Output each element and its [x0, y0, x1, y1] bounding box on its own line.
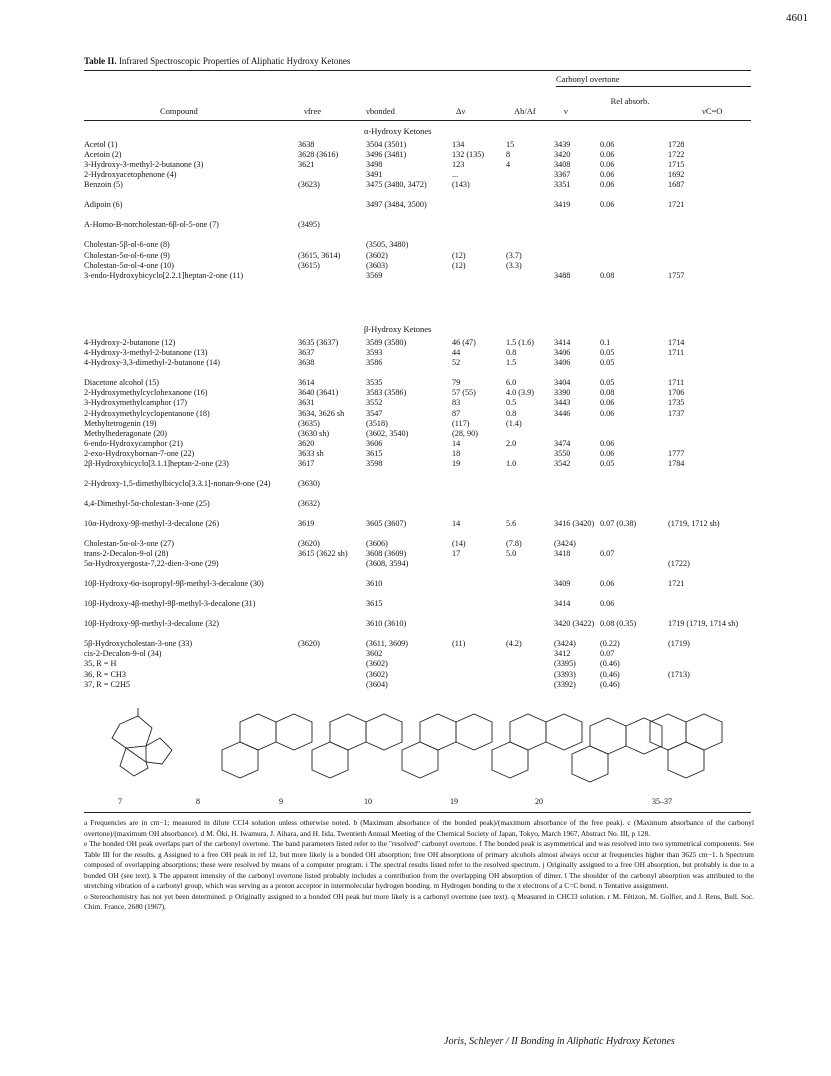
cell-free: 3634, 3626 sh [298, 408, 345, 418]
cell-free: 3631 [298, 398, 315, 408]
cell-nu: 3390 [554, 388, 571, 398]
cell-co: (1722) [668, 559, 690, 569]
cell-rel: 0.07 [600, 649, 615, 659]
structure-label-35-37: 35–37 [652, 797, 672, 806]
cell-bonded: (3603) [366, 260, 388, 270]
cell-bonded: 3504 (3501) [366, 140, 407, 149]
cell-free: 3640 (3641) [298, 388, 339, 398]
cell-rel: 0.06 [600, 170, 615, 180]
cell-rel: 0.06 [600, 150, 615, 160]
cell-nu: (3392) [554, 679, 576, 689]
cell-rel: (0.22) [600, 639, 620, 649]
table-title [84, 56, 350, 66]
cell-bonded: 3602 [366, 649, 383, 659]
cell-rel: (0.46) [600, 669, 620, 679]
cell-co: 1737 [668, 408, 685, 418]
cell-bonded: 3547 [366, 408, 383, 418]
cell-bonded: 3569 [366, 270, 383, 280]
cell-dnu: (117) [452, 418, 470, 428]
cell-nu: 3404 [554, 378, 571, 388]
section-beta: β-Hydroxy Ketones [364, 324, 432, 334]
cell-compound: Acetol (1) [84, 140, 118, 149]
cell-nu: 3351 [554, 180, 571, 190]
cell-compound: 3-Hydroxymethylcamphor (17) [84, 398, 187, 408]
footnote-o-r: o Stereochemistry has not yet been determined. p Originally assigned to a bonded OH peak but more likely is a carbonyl overtone (see text). q Measured in CHCl3 solution. r M. Fétizon, M. Golfier, and J. Rens, Bull. Soc. Chim. France, 2680 (1967). [84, 891, 754, 911]
cell-co: 1721 [668, 200, 685, 210]
cell-compound: 37, R = C2H5 [84, 679, 131, 689]
cell-bonded: 3615 [366, 599, 383, 609]
cell-bonded: (3518) [366, 418, 388, 428]
cell-compound: Cholestan-5α-ol-6-one (9) [84, 250, 170, 260]
cell-nu: 3418 [554, 549, 571, 559]
cell-co: 1711 [668, 378, 685, 388]
cell-free: 3619 [298, 519, 315, 528]
table-label: Table II. [84, 56, 117, 66]
cell-bonded: (3608, 3594) [366, 559, 409, 569]
cell-free: (3623) [298, 180, 320, 190]
cell-compound: Methyltetrogenin (19) [84, 418, 157, 428]
header-compound: Compound [160, 106, 198, 116]
cell-co: 1728 [668, 140, 685, 149]
cell-co: 1721 [668, 579, 685, 589]
cell-free: 3637 [298, 348, 315, 358]
cell-compound: 3-endo-Hydroxybicyclo[2.2.1]heptan-2-one (11) [84, 270, 244, 280]
cell-bonded: 3497 (3484, 3500) [366, 200, 427, 210]
cell-dnu: 14 [452, 438, 461, 448]
section-alpha: α-Hydroxy Ketones [364, 126, 432, 136]
cell-dnu: 17 [452, 549, 461, 559]
cell-compound: 4,4-Dimethyl-5α-cholestan-3-one (25) [84, 499, 210, 508]
page-number: 4601 [786, 12, 808, 24]
cell-co: 1687 [668, 180, 685, 190]
cell-compound: 4-Hydroxy-3,3-dimethyl-2-butanone (14) [84, 358, 220, 368]
cell-free: (3630) [298, 479, 320, 488]
cell-compound: 10α-Hydroxy-9β-methyl-3-decalone (26) [84, 519, 220, 528]
cell-compound: 4-Hydroxy-2-butanone (12) [84, 338, 176, 347]
cell-compound: 10β-Hydroxy-4β-methyl-9β-methyl-3-decalone (31) [84, 599, 256, 609]
cell-rel: 0.06 [600, 408, 615, 418]
cell-rel: 0.05 [600, 378, 615, 388]
structure-label-19: 19 [450, 797, 458, 806]
cell-ab: 0.5 [506, 398, 517, 408]
cell-nu: (3393) [554, 669, 576, 679]
cell-bonded: 3552 [366, 398, 383, 408]
cell-nu: 3420 (3422) [554, 619, 595, 629]
overtone-rule [556, 86, 751, 87]
cell-dnu: 123 [452, 160, 465, 170]
cell-compound: Benzoin (5) [84, 180, 123, 190]
cell-bonded: (3602, 3540) [366, 428, 409, 438]
cell-compound: A-Homo-B-norcholestan-6β-ol-5-one (7) [84, 220, 219, 230]
structure-9 [312, 714, 402, 778]
cell-free: 3621 [298, 160, 315, 170]
cell-co: 1777 [668, 448, 685, 458]
cell-ab: 1.0 [506, 459, 517, 468]
cell-dnu: (11) [452, 639, 466, 649]
structure-10 [402, 714, 492, 778]
cell-compound: Diacetone alcohol (15) [84, 378, 160, 388]
cell-dnu: 19 [452, 459, 461, 468]
cell-rel: (0.46) [600, 679, 620, 689]
cell-dnu: 46 (47) [452, 338, 476, 347]
cell-free: (3632) [298, 499, 320, 508]
cell-free: 3620 [298, 438, 315, 448]
cell-nu: (3424) [554, 539, 576, 548]
cell-bonded: 3605 (3607) [366, 519, 407, 528]
cell-ab: 0.8 [506, 348, 517, 358]
cell-rel: 0.05 [600, 459, 615, 468]
cell-free: 3615 (3622 sh) [298, 549, 348, 559]
structure-label-8: 8 [196, 797, 200, 806]
cell-ab: 5.6 [506, 519, 517, 528]
structure-20 [572, 718, 662, 782]
cell-ab: (7.8) [506, 539, 522, 548]
cell-compound: 5β-Hydroxycholestan-3-one (33) [84, 639, 193, 649]
cell-bonded: (3604) [366, 679, 388, 689]
cell-rel: 0.05 [600, 358, 615, 368]
footnote-a-d: a Frequencies are in cm−1; measured in dilute CCl4 solution unless otherwise noted. b (Maximum absorbance of the bonded peak)/(maximum absorbance of the free peak). c (Maximum absorbance of the carbonyl overtone)/(maximum OH absorbance). d M. Ōki, H. Iwamura, J. Aihara, and H. Iida, Twentieth Annual Meeting of the Chemical Society of Japan, Tokyo, March 1967, Abstract No. III, p 128. [84, 818, 754, 838]
header-nu: ν [564, 106, 568, 116]
cell-bonded: 3496 (3481) [366, 150, 407, 160]
cell-free: 3638 [298, 358, 315, 368]
cell-free: 3633 sh [298, 448, 324, 458]
structure-drawings [90, 704, 750, 804]
cell-ab: 4 [506, 160, 511, 170]
cell-dnu: 134 [452, 140, 465, 149]
cell-dnu: 14 [452, 519, 461, 528]
cell-compound: 6-endo-Hydroxycamphor (21) [84, 438, 183, 448]
table-caption: Infrared Spectroscopic Properties of Aliphatic Hydroxy Ketones [118, 56, 351, 66]
cell-compound: Acetoin (2) [84, 150, 122, 160]
structure-7 [112, 708, 172, 776]
cell-rel: 0.06 [600, 438, 615, 448]
cell-co: 1784 [668, 459, 685, 468]
cell-co: 1711 [668, 348, 685, 358]
cell-compound: cis-2-Decalon-9-ol (34) [84, 649, 162, 659]
cell-dnu: ... [452, 170, 459, 180]
cell-compound: 35, R = H [84, 659, 117, 669]
cell-compound: 2β-Hydroxybicyclo[3.1.1]heptan-2-one (23) [84, 459, 229, 468]
cell-nu: (3424) [554, 639, 576, 649]
cell-nu: 3542 [554, 459, 571, 468]
cell-bonded: 3535 [366, 378, 383, 388]
cell-dnu: 79 [452, 378, 461, 388]
cell-rel: (0.46) [600, 659, 620, 669]
structure-label-10: 10 [364, 797, 372, 806]
cell-bonded: 3610 (3610) [366, 619, 407, 629]
structure-19 [492, 714, 582, 778]
header-carbonyl-overtone: Carbonyl overtone [556, 74, 620, 84]
cell-compound: trans-2-Decalon-9-ol (28) [84, 549, 169, 559]
structure-35-37 [650, 714, 722, 778]
cell-ab: 5.0 [506, 549, 517, 559]
cell-rel: 0.06 [600, 160, 615, 170]
cell-co: 1735 [668, 398, 685, 408]
cell-compound: 2-Hydroxyacetophenone (4) [84, 170, 177, 180]
cell-dnu: 44 [452, 348, 461, 358]
cell-ab: 2.0 [506, 438, 517, 448]
structure-label-9: 9 [279, 797, 283, 806]
cell-nu: 3443 [554, 398, 571, 408]
cell-compound: 36, R = CH3 [84, 669, 126, 679]
cell-bonded: 3593 [366, 348, 383, 358]
cell-nu: 3408 [554, 160, 571, 170]
cell-rel: 0.06 [600, 140, 615, 149]
cell-bonded: (3602) [366, 669, 388, 679]
running-head: Joris, Schleyer / II Bonding in Aliphatic Hydroxy Ketones [444, 1036, 675, 1047]
cell-rel: 0.08 [600, 388, 615, 398]
cell-co: 1714 [668, 338, 685, 347]
cell-nu: 3409 [554, 579, 571, 589]
cell-nu: (3395) [554, 659, 576, 669]
cell-free: 3635 (3637) [298, 338, 339, 347]
cell-bonded: (3611, 3609) [366, 639, 408, 649]
cell-rel: 0.08 [600, 270, 615, 280]
cell-dnu: (28, 90) [452, 428, 478, 438]
header-nu-free: νfree [304, 106, 322, 116]
cell-co: 1722 [668, 150, 685, 160]
cell-bonded: (3602) [366, 250, 388, 260]
cell-bonded: (3505, 3480) [366, 240, 409, 250]
header-ab-af: Ab/Af [514, 106, 536, 116]
cell-dnu: 132 (135) [452, 150, 485, 160]
cell-ab: 15 [506, 140, 515, 149]
cell-compound: Cholestan-5α-ol-3-one (27) [84, 539, 175, 548]
cell-nu: 3416 (3420) [554, 519, 595, 528]
cell-ab: 0.8 [506, 408, 517, 418]
cell-nu: 3419 [554, 200, 571, 210]
cell-compound: Cholestan-5α-ol-4-one (10) [84, 260, 175, 270]
cell-rel: 0.06 [600, 398, 615, 408]
cell-nu: 3446 [554, 408, 571, 418]
cell-compound: 4-Hydroxy-3-methyl-2-butanone (13) [84, 348, 208, 358]
cell-rel: 0.06 [600, 599, 615, 609]
footnote-e-n: e The bonded OH peak overlaps part of the carbonyl overtone. The band parameters listed refer to the "resolved" carbonyl overtone. f The bonded peak is asymmetrical and was resolved into two symmetrical components. See Table III for the results. g Assigned to a free OH peak in ref 12, but more likely is a bonded OH absorption; free OH absorptions of primary alcohols almost always occur at frequencies higher than 3625 cm−1. h Spectrum composed of overlapping absorptions; these were resolved by means of a computer program. i The spectral results listed refer to the resolved spectrum. j Originally assigned to a free OH absorption, but probably is due to a bonded OH (see text). k The apparent intensity of the carbonyl overtone listed probably includes a contribution from the overlapping OH absorption of dimer. l The shoulder of the carbonyl absorption was attributed to the stretching vibration of a carbonyl group, which was serving as a proton acceptor in intermolecular hydrogen bonding. m Hydrogen bonding to the π electrons of a C=C bond. n Tentative assignment. [84, 839, 754, 890]
cell-compound: 2-exo-Hydroxybornan-7-one (22) [84, 448, 195, 458]
cell-ab: (3.7) [506, 250, 522, 260]
cell-free: (3620) [298, 539, 320, 548]
cell-nu: 3406 [554, 358, 571, 368]
cell-bonded: 3606 [366, 438, 383, 448]
cell-bonded: 3589 (3580) [366, 338, 407, 347]
cell-nu: 3412 [554, 649, 571, 659]
cell-nu: 3406 [554, 348, 571, 358]
cell-compound: 3-Hydroxy-3-methyl-2-butanone (3) [84, 160, 204, 170]
cell-free: (3615, 3614) [298, 250, 341, 260]
cell-co: 1715 [668, 160, 685, 170]
cell-dnu: (12) [452, 260, 466, 270]
cell-bonded: (3602) [366, 659, 388, 669]
cell-free: (3620) [298, 639, 320, 649]
header-nu-bonded: νbonded [366, 106, 395, 116]
cell-bonded: 3608 (3609) [366, 549, 407, 559]
cell-rel: 0.1 [600, 338, 611, 347]
cell-free: (3635) [298, 418, 320, 428]
cell-dnu: 83 [452, 398, 461, 408]
cell-ab: 4.0 (3.9) [506, 388, 534, 398]
cell-bonded: 3610 [366, 579, 383, 589]
cell-co: (1719, 1712 sh) [668, 519, 720, 528]
cell-nu: 3474 [554, 438, 571, 448]
cell-dnu: (143) [452, 180, 470, 190]
cell-free: (3615) [298, 260, 320, 270]
cell-free: 3638 [298, 140, 315, 149]
cell-compound: 2-Hydroxy-1,5-dimethylbicyclo[3.3.1]-nonan-9-one (24) [84, 479, 271, 488]
footnotes [84, 818, 754, 913]
cell-ab: (4.2) [506, 639, 522, 649]
structure-8 [222, 714, 312, 778]
cell-compound: 10β-Hydroxy-9β-methyl-3-decalone (32) [84, 619, 219, 629]
cell-co: 1757 [668, 270, 685, 280]
cell-free: (3630 sh) [298, 428, 330, 438]
cell-nu: 3439 [554, 140, 571, 149]
cell-bonded: 3491 [366, 170, 383, 180]
cell-rel: 0.06 [600, 200, 615, 210]
cell-nu: 3488 [554, 270, 571, 280]
cell-nu: 3414 [554, 599, 571, 609]
cell-rel: 0.06 [600, 180, 615, 190]
cell-dnu: 18 [452, 448, 461, 458]
cell-nu: 3367 [554, 170, 571, 180]
header-delta-nu: Δν [456, 106, 466, 116]
cell-rel: 0.08 (0.35) [600, 619, 637, 629]
cell-free: 3628 (3616) [298, 150, 339, 160]
cell-compound: Methylhederagonate (20) [84, 428, 167, 438]
cell-co: (1719) [668, 639, 690, 649]
cell-compound: 2-Hydroxymethylcyclohexanone (16) [84, 388, 208, 398]
cell-bonded: 3586 [366, 358, 383, 368]
cell-free: 3614 [298, 378, 315, 388]
cell-rel: 0.07 [600, 549, 615, 559]
cell-ab: (1.4) [506, 418, 522, 428]
cell-dnu: 52 [452, 358, 461, 368]
cell-rel: 0.07 (0.38) [600, 519, 637, 528]
cell-bonded: 3598 [366, 459, 383, 468]
cell-co: 1692 [668, 170, 685, 180]
cell-compound: Cholestan-5β-ol-6-one (8) [84, 240, 170, 250]
cell-free: 3617 [298, 459, 315, 468]
cell-dnu: (14) [452, 539, 466, 548]
header-nu-co: νC=O [702, 106, 723, 116]
header-rel-absorb: Rel absorb. [610, 96, 650, 106]
header-rule [84, 120, 751, 121]
cell-ab: 1.5 [506, 358, 517, 368]
cell-bonded: 3498 [366, 160, 383, 170]
cell-compound: 5α-Hydroxyergosta-7,22-dien-3-one (29) [84, 559, 219, 569]
cell-dnu: (12) [452, 250, 466, 260]
cell-ab: 6.0 [506, 378, 517, 388]
bottom-rule [84, 812, 751, 813]
cell-dnu: 87 [452, 408, 461, 418]
structure-label-20: 20 [535, 797, 543, 806]
cell-compound: 2-Hydroxymethylcyclopentanone (18) [84, 408, 210, 418]
cell-co: 1719 (1719, 1714 sh) [668, 619, 739, 629]
cell-ab: (3.3) [506, 260, 522, 270]
cell-co: (1713) [668, 669, 690, 679]
cell-nu: 3414 [554, 338, 571, 347]
cell-bonded: 3475 (3480, 3472) [366, 180, 427, 190]
cell-compound: Adipoin (6) [84, 200, 123, 210]
cell-compound: 10β-Hydroxy-6α-isopropyl-9β-methyl-3-decalone (30) [84, 579, 264, 589]
cell-bonded: (3606) [366, 539, 388, 548]
top-rule [84, 70, 751, 71]
cell-nu: 3550 [554, 448, 571, 458]
cell-ab: 1.5 (1.6) [506, 338, 534, 347]
cell-bonded: 3615 [366, 448, 383, 458]
cell-rel: 0.06 [600, 579, 615, 589]
cell-co: 1706 [668, 388, 685, 398]
cell-bonded: 3583 (3586) [366, 388, 407, 398]
cell-rel: 0.06 [600, 448, 615, 458]
cell-nu: 3420 [554, 150, 571, 160]
cell-rel: 0.05 [600, 348, 615, 358]
cell-dnu: 57 (55) [452, 388, 476, 398]
cell-free: (3495) [298, 220, 320, 230]
cell-ab: 8 [506, 150, 511, 160]
structure-label-7: 7 [118, 797, 122, 806]
